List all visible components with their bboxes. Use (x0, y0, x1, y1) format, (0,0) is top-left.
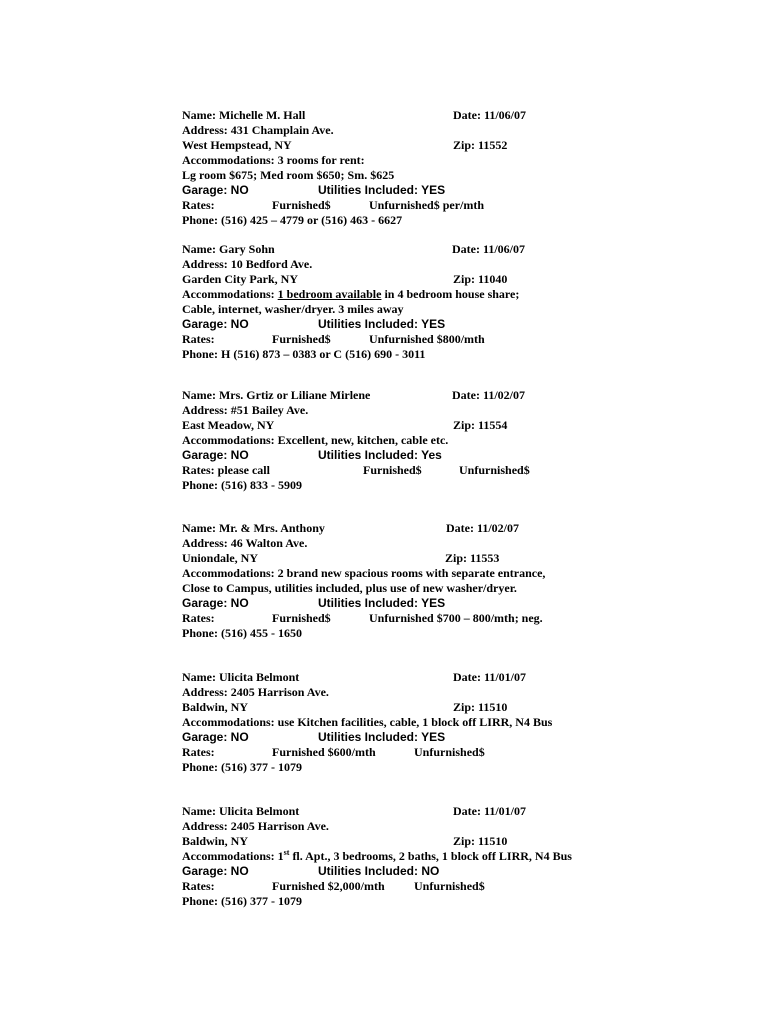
listing-name: Name: Gary Sohn (182, 242, 275, 256)
listing-garage: Garage: NO (182, 596, 249, 610)
city-line (182, 834, 622, 849)
listing-accommodations: Accommodations: Excellent, new, kitchen, cable etc. (182, 433, 449, 447)
listing-unfurnished: Unfurnished $700 – 800/mth; neg. (369, 611, 543, 625)
name-line (182, 804, 622, 819)
listing-accommodations: Accommodations: 2 brand new spacious rooms with separate entrance, (182, 566, 546, 580)
listing-address: Address: 46 Walton Ave. (182, 536, 308, 550)
listing-details: Cable, internet, washer/dryer. 3 miles away (182, 302, 404, 316)
listing-unfurnished: Unfurnished$ (459, 463, 530, 477)
listing-city: Baldwin, NY (182, 834, 249, 848)
listing-garage: Garage: NO (182, 730, 249, 744)
listing-6 (182, 804, 622, 909)
garage-line (182, 317, 622, 332)
listing-zip: Zip: 11040 (453, 272, 508, 286)
listing-address: Address: 431 Champlain Ave. (182, 123, 334, 137)
listing-date: Date: 11/01/07 (453, 670, 526, 684)
accommodations-underlined: 1 bedroom available (277, 287, 382, 301)
listing-unfurnished: Unfurnished$ per/mth (369, 198, 485, 212)
listing-zip: Zip: 11554 (453, 418, 508, 432)
listing-unfurnished: Unfurnished$ (414, 879, 485, 893)
listing-rates-label: Rates: (182, 198, 215, 212)
listing-garage: Garage: NO (182, 317, 249, 331)
listing-date: Date: 11/02/07 (446, 521, 519, 535)
listing-phone: Phone: (516) 455 - 1650 (182, 626, 302, 640)
rates-line (182, 611, 622, 626)
listing-phone: Phone: (516) 377 - 1079 (182, 894, 302, 908)
listing-accommodations (182, 849, 622, 864)
listing-phone: Phone: H (516) 873 – 0383 or C (516) 690 - 3011 (182, 347, 426, 361)
listing-date: Date: 11/01/07 (453, 804, 526, 818)
listing-utilities: Utilities Included: YES (318, 183, 446, 197)
listing-utilities: Utilities Included: Yes (318, 448, 442, 462)
garage-line (182, 730, 622, 745)
listing-address: Address: 2405 Harrison Ave. (182, 819, 329, 833)
garage-line (182, 596, 622, 611)
listing-name: Name: Ulicita Belmont (182, 804, 300, 818)
rates-line (182, 745, 622, 760)
listing-garage: Garage: NO (182, 864, 249, 878)
city-line (182, 551, 622, 566)
garage-line (182, 183, 622, 198)
listing-name: Name: Ulicita Belmont (182, 670, 300, 684)
listing-city: Baldwin, NY (182, 700, 249, 714)
rates-line (182, 463, 622, 478)
listing-date: Date: 11/06/07 (452, 242, 525, 256)
listing-phone: Phone: (516) 377 - 1079 (182, 760, 302, 774)
garage-line (182, 864, 622, 879)
listing-rates-label: Rates: (182, 879, 215, 893)
listing-5 (182, 670, 622, 775)
listing-name: Name: Mrs. Grtiz or Liliane Mirlene (182, 388, 371, 402)
listing-accommodations: Accommodations: use Kitchen facilities, cable, 1 block off LIRR, N4 Bus (182, 715, 553, 729)
listing-utilities: Utilities Included: NO (318, 864, 440, 878)
listing-address: Address: 10 Bedford Ave. (182, 257, 313, 271)
listing-zip: Zip: 11553 (445, 551, 500, 565)
listing-furnished: Furnished$ (272, 332, 331, 346)
listing-city: West Hempstead, NY (182, 138, 292, 152)
accommodations-suffix: fl. Apt., 3 bedrooms, 2 baths, 1 block off LIRR, N4 Bus (289, 849, 572, 863)
city-line (182, 418, 622, 433)
listing-details: Lg room $675; Med room $650; Sm. $625 (182, 168, 395, 182)
name-line (182, 388, 622, 403)
listing-phone: Phone: (516) 833 - 5909 (182, 478, 302, 492)
listing-city: East Meadow, NY (182, 418, 275, 432)
accommodations-suffix: in 4 bedroom house share; (381, 287, 520, 301)
listing-unfurnished: Unfurnished$ (414, 745, 485, 759)
listing-garage: Garage: NO (182, 183, 249, 197)
name-line (182, 670, 622, 685)
listing-address: Address: 2405 Harrison Ave. (182, 685, 329, 699)
listing-rates-label: Rates: (182, 332, 215, 346)
name-line (182, 108, 622, 123)
listing-utilities: Utilities Included: YES (318, 730, 446, 744)
listing-furnished: Furnished$ (363, 463, 422, 477)
listing-city: Garden City Park, NY (182, 272, 298, 286)
listing-furnished: Furnished$ (272, 198, 331, 212)
garage-line (182, 448, 622, 463)
listing-name: Name: Mr. & Mrs. Anthony (182, 521, 325, 535)
listing-details: Close to Campus, utilities included, plus use of new washer/dryer. (182, 581, 517, 595)
listing-name: Name: Michelle M. Hall (182, 108, 306, 122)
listing-date: Date: 11/02/07 (452, 388, 525, 402)
city-line (182, 700, 622, 715)
listing-unfurnished: Unfurnished $800/mth (369, 332, 485, 346)
listing-garage: Garage: NO (182, 448, 249, 462)
accommodations-prefix: Accommodations: (182, 287, 278, 301)
listing-furnished: Furnished $2,000/mth (272, 879, 385, 893)
listing-4 (182, 521, 622, 641)
listing-zip: Zip: 11510 (453, 700, 508, 714)
listing-accommodations: Accommodations: 3 rooms for rent: (182, 153, 365, 167)
accommodations-superscript: st (283, 848, 290, 857)
listing-accommodations (182, 287, 622, 302)
name-line (182, 521, 622, 536)
listing-zip: Zip: 11510 (453, 834, 508, 848)
listing-rates-label: Rates: (182, 745, 215, 759)
listing-furnished: Furnished $600/mth (272, 745, 376, 759)
rates-line (182, 332, 622, 347)
listing-date: Date: 11/06/07 (453, 108, 526, 122)
listing-rates-label: Rates: (182, 611, 215, 625)
listing-phone: Phone: (516) 425 – 4779 or (516) 463 - 6627 (182, 213, 403, 227)
accommodations-prefix: Accommodations: 1 (182, 849, 284, 863)
listing-address: Address: #51 Bailey Ave. (182, 403, 309, 417)
listing-furnished: Furnished$ (272, 611, 331, 625)
rates-line (182, 198, 622, 213)
listing-2 (182, 242, 622, 362)
listing-city: Uniondale, NY (182, 551, 259, 565)
listing-utilities: Utilities Included: YES (318, 317, 446, 331)
listing-utilities: Utilities Included: YES (318, 596, 446, 610)
listing-3 (182, 388, 622, 493)
city-line (182, 138, 622, 153)
listing-zip: Zip: 11552 (453, 138, 508, 152)
listing-1 (182, 108, 622, 228)
rates-line (182, 879, 622, 894)
city-line (182, 272, 622, 287)
listing-rates-label: Rates: please call (182, 463, 270, 477)
name-line (182, 242, 622, 257)
